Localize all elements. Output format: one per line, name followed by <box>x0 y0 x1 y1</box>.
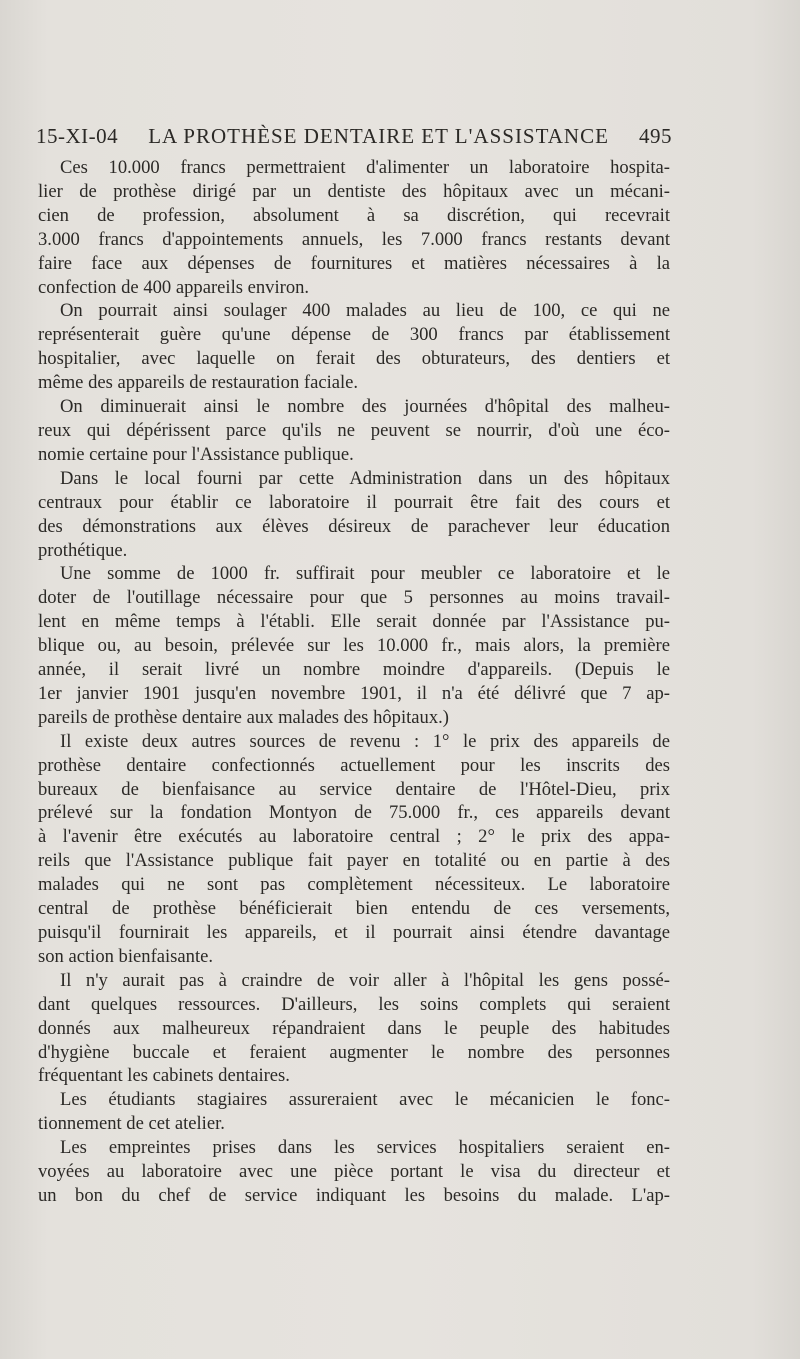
paragraph <box>38 969 670 1089</box>
text-line: lier de prothèse dirigé par un dentiste des hôpitaux avec un mécani- <box>38 180 670 202</box>
text-line: pareils de prothèse dentaire aux malades des hôpitaux.) <box>38 706 449 728</box>
text-line: faire face aux dépenses de fournitures et matières nécessaires à la <box>38 252 670 274</box>
text-line: doter de l'outillage nécessaire pour que 5 personnes au moins travail- <box>38 587 670 609</box>
paragraph <box>38 467 670 563</box>
text-line: année, il serait livré un nombre moindre d'appareils. (Depuis le <box>38 659 670 681</box>
text-line: tionnement de cet atelier. <box>38 1113 225 1135</box>
text-line: 1er janvier 1901 jusqu'en novembre 1901, il n'a été délivré que 7 ap- <box>38 682 670 704</box>
text-line: 3.000 francs d'appointements annuels, les 7.000 francs restants devant <box>38 228 670 250</box>
text-line: prélevé sur la fondation Montyon de 75.000 fr., ces appareils devant <box>38 802 670 824</box>
text-line: nomie certaine pour l'Assistance publique. <box>38 443 354 465</box>
text-line: puisqu'il fournirait les appareils, et il pourrait ainsi étendre davantage <box>38 922 670 943</box>
text-line: Il n'y aurait pas à craindre de voir aller à l'hôpital les gens possé- <box>60 969 670 991</box>
paragraph <box>38 156 670 299</box>
page-number: 495 <box>639 124 672 148</box>
text-line: prothétique. <box>38 539 128 561</box>
header-title: LA PROTHÈSE DENTAIRE ET L'ASSISTANCE <box>148 124 609 148</box>
text-line: fréquentant les cabinets dentaires. <box>38 1065 290 1087</box>
paragraph <box>38 730 670 969</box>
paragraph <box>38 299 670 395</box>
text-line: centraux pour établir ce laboratoire il pourrait être fait des cours et <box>38 491 670 513</box>
paragraph <box>38 395 670 467</box>
text-line: prothèse dentaire confectionnés actuellement pour les inscrits des <box>38 754 670 776</box>
paragraph <box>38 1088 670 1136</box>
text-line: hospitalier, avec laquelle on ferait des obturateurs, des dentiers et <box>38 348 670 370</box>
text-line: Il existe deux autres sources de revenu : 1° le prix des appareils de <box>60 730 670 752</box>
text-line: malades qui ne sont pas complètement nécessiteux. Le laboratoire <box>38 874 670 896</box>
text-line: On pourrait ainsi soulager 400 malades au lieu de 100, ce qui ne <box>60 300 670 322</box>
running-header <box>36 124 672 149</box>
text-line: reux qui dépérissent parce qu'ils ne peuvent se nourrir, d'où une éco- <box>38 419 670 441</box>
text-line: Dans le local fourni par cette Administration dans un des hôpitaux <box>60 467 670 489</box>
paragraph <box>38 1136 670 1208</box>
text-line: lent en même temps à l'établi. Elle serait donnée par l'Assistance pu- <box>38 611 670 633</box>
text-line: à l'avenir être exécutés au laboratoire central ; 2° le prix des appa- <box>38 826 670 848</box>
text-line: Une somme de 1000 fr. suffirait pour meubler ce laboratoire et le <box>60 563 670 585</box>
text-line: bureaux de bienfaisance au service dentaire de l'Hôtel-Dieu, prix <box>38 778 670 800</box>
text-line: central de prothèse bénéficierait bien entendu de ces versements, <box>38 898 670 920</box>
header-date: 15-XI-04 <box>36 124 119 148</box>
paragraph <box>38 562 670 729</box>
text-line: cien de profession, absolument à sa discrétion, qui recevrait <box>38 204 670 226</box>
body-text <box>38 156 670 1208</box>
text-line: représenterait guère qu'une dépense de 300 francs par établissement <box>38 324 670 346</box>
text-line: des démonstrations aux élèves désireux de parachever leur éducation <box>38 515 670 537</box>
text-line: Les étudiants stagiaires assureraient avec le mécanicien le fonc- <box>60 1089 670 1111</box>
text-line: confection de 400 appareils environ. <box>38 276 310 298</box>
text-line: d'hygiène buccale et feraient augmenter le nombre des personnes <box>38 1041 670 1063</box>
text-line: Ces 10.000 francs permettraient d'alimenter un laboratoire hospita- <box>60 157 670 178</box>
text-line: son action bienfaisante. <box>38 945 214 967</box>
text-line: un bon du chef de service indiquant les besoins du malade. L'ap- <box>38 1184 670 1206</box>
text-line: blique ou, au besoin, prélevée sur les 10.000 fr., mais alors, la première <box>38 635 670 657</box>
text-line: voyées au laboratoire avec une pièce portant le visa du directeur et <box>38 1161 670 1183</box>
text-line: On diminuerait ainsi le nombre des journées d'hôpital des malheu- <box>60 396 670 418</box>
text-line: Les empreintes prises dans les services hospitaliers seraient en- <box>60 1137 670 1159</box>
text-line: dant quelques ressources. D'ailleurs, les soins complets qui seraient <box>38 993 670 1015</box>
text-line: même des appareils de restauration faciale. <box>38 372 359 394</box>
text-line: donnés aux malheureux répandraient dans le peuple des habitudes <box>38 1017 670 1039</box>
text-line: reils que l'Assistance publique fait payer en totalité ou en partie à des <box>38 850 670 872</box>
